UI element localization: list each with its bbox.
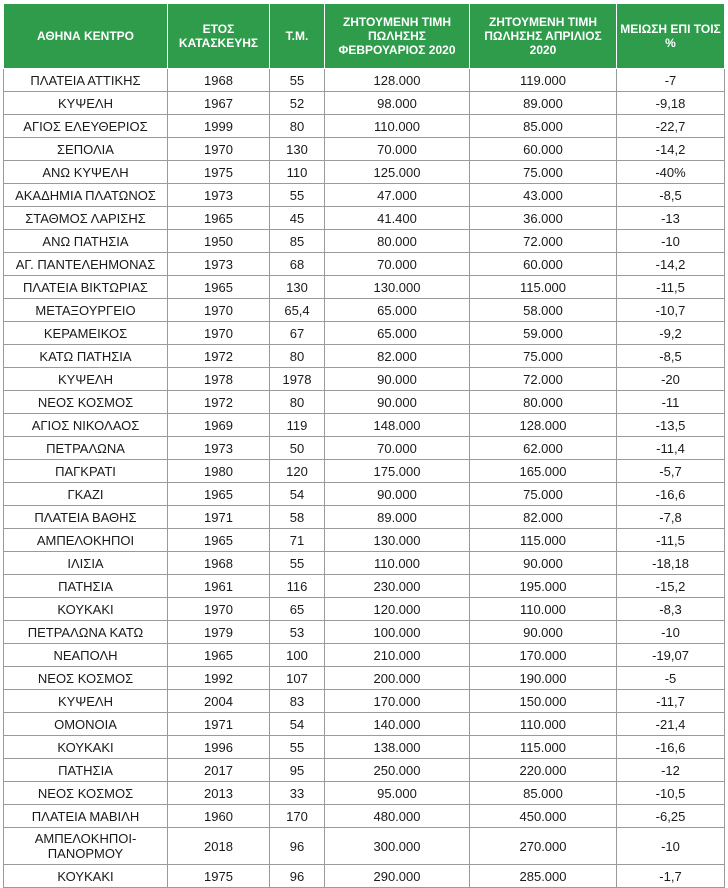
price-april-cell: 220.000 bbox=[470, 759, 617, 782]
area-cell: ΚΥΨΕΛΗ bbox=[4, 368, 168, 391]
decrease-cell: -13,5 bbox=[617, 414, 725, 437]
price-april-cell: 90.000 bbox=[470, 552, 617, 575]
price-february-cell: 125.000 bbox=[325, 161, 470, 184]
sqm-cell: 80 bbox=[270, 345, 325, 368]
price-april-cell: 115.000 bbox=[470, 529, 617, 552]
area-cell: ΑΜΠΕΛΟΚΗΠΟΙ bbox=[4, 529, 168, 552]
year-cell: 1975 bbox=[168, 161, 270, 184]
sqm-cell: 58 bbox=[270, 506, 325, 529]
price-april-cell: 36.000 bbox=[470, 207, 617, 230]
area-cell: ΚΑΤΩ ΠΑΤΗΣΙΑ bbox=[4, 345, 168, 368]
area-cell: ΝΕΟΣ ΚΟΣΜΟΣ bbox=[4, 782, 168, 805]
price-february-cell: 47.000 bbox=[325, 184, 470, 207]
year-cell: 1968 bbox=[168, 69, 270, 92]
decrease-cell: -18,18 bbox=[617, 552, 725, 575]
sqm-cell: 65,4 bbox=[270, 299, 325, 322]
sqm-cell: 83 bbox=[270, 690, 325, 713]
decrease-cell: -11 bbox=[617, 391, 725, 414]
area-cell: ΣΤΑΘΜΟΣ ΛΑΡΙΣΗΣ bbox=[4, 207, 168, 230]
price-february-cell: 300.000 bbox=[325, 828, 470, 865]
header-price-february: ΖΗΤΟΥΜΕΝΗ ΤΙΜΗ ΠΩΛΗΣΗΣ ΦΕΒΡΟΥΑΡΙΟΣ 2020 bbox=[325, 4, 470, 69]
decrease-cell: -10 bbox=[617, 230, 725, 253]
table-row bbox=[4, 437, 725, 460]
table-row bbox=[4, 483, 725, 506]
area-cell: ΙΛΙΣΙΑ bbox=[4, 552, 168, 575]
price-april-cell: 450.000 bbox=[470, 805, 617, 828]
area-cell: ΓΚΑΖΙ bbox=[4, 483, 168, 506]
decrease-cell: -12 bbox=[617, 759, 725, 782]
price-table bbox=[3, 3, 725, 888]
table-row bbox=[4, 391, 725, 414]
header-price-april: ΖΗΤΟΥΜΕΝΗ ΤΙΜΗ ΠΩΛΗΣΗΣ ΑΠΡΙΛΙΟΣ 2020 bbox=[470, 4, 617, 69]
price-april-cell: 60.000 bbox=[470, 138, 617, 161]
area-cell: ΜΕΤΑΞΟΥΡΓΕΙΟ bbox=[4, 299, 168, 322]
price-february-cell: 80.000 bbox=[325, 230, 470, 253]
table-header bbox=[4, 4, 725, 69]
price-april-cell: 85.000 bbox=[470, 115, 617, 138]
price-april-cell: 75.000 bbox=[470, 483, 617, 506]
price-april-cell: 165.000 bbox=[470, 460, 617, 483]
price-february-cell: 120.000 bbox=[325, 598, 470, 621]
area-cell: ΠΕΤΡΑΛΩΝΑ bbox=[4, 437, 168, 460]
area-cell: ΑΝΩ ΚΥΨΕΛΗ bbox=[4, 161, 168, 184]
area-cell: ΑΓ. ΠΑΝΤΕΛΕΗΜΟΝΑΣ bbox=[4, 253, 168, 276]
table-row bbox=[4, 713, 725, 736]
decrease-cell: -13 bbox=[617, 207, 725, 230]
price-april-cell: 58.000 bbox=[470, 299, 617, 322]
price-february-cell: 70.000 bbox=[325, 138, 470, 161]
table-row bbox=[4, 230, 725, 253]
year-cell: 1968 bbox=[168, 552, 270, 575]
price-april-cell: 150.000 bbox=[470, 690, 617, 713]
price-april-cell: 195.000 bbox=[470, 575, 617, 598]
year-cell: 2018 bbox=[168, 828, 270, 865]
table-body bbox=[4, 69, 725, 888]
price-february-cell: 200.000 bbox=[325, 667, 470, 690]
price-february-cell: 140.000 bbox=[325, 713, 470, 736]
price-february-cell: 250.000 bbox=[325, 759, 470, 782]
area-cell: ΚΟΥΚΑΚΙ bbox=[4, 598, 168, 621]
price-february-cell: 65.000 bbox=[325, 299, 470, 322]
price-april-cell: 90.000 bbox=[470, 621, 617, 644]
year-cell: 1965 bbox=[168, 276, 270, 299]
decrease-cell: -1,7 bbox=[617, 865, 725, 888]
decrease-cell: -14,2 bbox=[617, 138, 725, 161]
price-february-cell: 90.000 bbox=[325, 391, 470, 414]
decrease-cell: -7 bbox=[617, 69, 725, 92]
price-february-cell: 290.000 bbox=[325, 865, 470, 888]
sqm-cell: 119 bbox=[270, 414, 325, 437]
price-february-cell: 210.000 bbox=[325, 644, 470, 667]
price-april-cell: 115.000 bbox=[470, 736, 617, 759]
area-cell: ΝΕΑΠΟΛΗ bbox=[4, 644, 168, 667]
area-cell: ΣΕΠΟΛΙΑ bbox=[4, 138, 168, 161]
sqm-cell: 170 bbox=[270, 805, 325, 828]
sqm-cell: 52 bbox=[270, 92, 325, 115]
year-cell: 1970 bbox=[168, 299, 270, 322]
sqm-cell: 80 bbox=[270, 115, 325, 138]
price-february-cell: 82.000 bbox=[325, 345, 470, 368]
area-cell: ΠΛΑΤΕΙΑ ΒΙΚΤΩΡΙΑΣ bbox=[4, 276, 168, 299]
table-row bbox=[4, 759, 725, 782]
decrease-cell: -10,5 bbox=[617, 782, 725, 805]
year-cell: 1992 bbox=[168, 667, 270, 690]
decrease-cell: -8,3 bbox=[617, 598, 725, 621]
header-area: ΑΘΗΝΑ ΚΕΝΤΡΟ bbox=[4, 4, 168, 69]
price-april-cell: 115.000 bbox=[470, 276, 617, 299]
year-cell: 1999 bbox=[168, 115, 270, 138]
price-february-cell: 90.000 bbox=[325, 368, 470, 391]
sqm-cell: 50 bbox=[270, 437, 325, 460]
sqm-cell: 80 bbox=[270, 391, 325, 414]
year-cell: 1960 bbox=[168, 805, 270, 828]
price-february-cell: 110.000 bbox=[325, 552, 470, 575]
price-april-cell: 89.000 bbox=[470, 92, 617, 115]
decrease-cell: -6,25 bbox=[617, 805, 725, 828]
decrease-cell: -20 bbox=[617, 368, 725, 391]
decrease-cell: -10 bbox=[617, 828, 725, 865]
table-row bbox=[4, 506, 725, 529]
table-row bbox=[4, 865, 725, 888]
area-cell: ΑΓΙΟΣ ΝΙΚΟΛΑΟΣ bbox=[4, 414, 168, 437]
sqm-cell: 33 bbox=[270, 782, 325, 805]
area-cell: ΠΛΑΤΕΙΑ ΜΑΒΙΛΗ bbox=[4, 805, 168, 828]
area-cell: ΠΑΤΗΣΙΑ bbox=[4, 759, 168, 782]
sqm-cell: 96 bbox=[270, 828, 325, 865]
price-april-cell: 59.000 bbox=[470, 322, 617, 345]
sqm-cell: 85 bbox=[270, 230, 325, 253]
area-cell: ΚΕΡΑΜΕΙΚΟΣ bbox=[4, 322, 168, 345]
table-row bbox=[4, 161, 725, 184]
price-february-cell: 70.000 bbox=[325, 253, 470, 276]
table-row bbox=[4, 207, 725, 230]
sqm-cell: 68 bbox=[270, 253, 325, 276]
decrease-cell: -19,07 bbox=[617, 644, 725, 667]
decrease-cell: -15,2 bbox=[617, 575, 725, 598]
decrease-cell: -21,4 bbox=[617, 713, 725, 736]
sqm-cell: 67 bbox=[270, 322, 325, 345]
sqm-cell: 71 bbox=[270, 529, 325, 552]
price-april-cell: 190.000 bbox=[470, 667, 617, 690]
decrease-cell: -7,8 bbox=[617, 506, 725, 529]
decrease-cell: -40% bbox=[617, 161, 725, 184]
decrease-cell: -22,7 bbox=[617, 115, 725, 138]
area-cell: ΝΕΟΣ ΚΟΣΜΟΣ bbox=[4, 391, 168, 414]
table-row bbox=[4, 736, 725, 759]
decrease-cell: -9,2 bbox=[617, 322, 725, 345]
price-february-cell: 95.000 bbox=[325, 782, 470, 805]
price-february-cell: 110.000 bbox=[325, 115, 470, 138]
table-row bbox=[4, 138, 725, 161]
area-cell: ΝΕΟΣ ΚΟΣΜΟΣ bbox=[4, 667, 168, 690]
year-cell: 1969 bbox=[168, 414, 270, 437]
table-row bbox=[4, 529, 725, 552]
decrease-cell: -8,5 bbox=[617, 345, 725, 368]
decrease-cell: -11,4 bbox=[617, 437, 725, 460]
table-row bbox=[4, 414, 725, 437]
table-row bbox=[4, 575, 725, 598]
price-april-cell: 43.000 bbox=[470, 184, 617, 207]
table-row bbox=[4, 184, 725, 207]
price-february-cell: 128.000 bbox=[325, 69, 470, 92]
price-february-cell: 148.000 bbox=[325, 414, 470, 437]
table-row bbox=[4, 667, 725, 690]
decrease-cell: -11,5 bbox=[617, 529, 725, 552]
year-cell: 2004 bbox=[168, 690, 270, 713]
decrease-cell: -5,7 bbox=[617, 460, 725, 483]
decrease-cell: -8,5 bbox=[617, 184, 725, 207]
decrease-cell: -16,6 bbox=[617, 736, 725, 759]
year-cell: 2013 bbox=[168, 782, 270, 805]
year-cell: 1950 bbox=[168, 230, 270, 253]
price-february-cell: 70.000 bbox=[325, 437, 470, 460]
area-cell: ΠΑΓΚΡΑΤΙ bbox=[4, 460, 168, 483]
table-row bbox=[4, 368, 725, 391]
decrease-cell: -16,6 bbox=[617, 483, 725, 506]
price-february-cell: 130.000 bbox=[325, 529, 470, 552]
header-square-meters: Τ.Μ. bbox=[270, 4, 325, 69]
sqm-cell: 100 bbox=[270, 644, 325, 667]
sqm-cell: 54 bbox=[270, 483, 325, 506]
year-cell: 1996 bbox=[168, 736, 270, 759]
area-cell: ΚΥΨΕΛΗ bbox=[4, 690, 168, 713]
sqm-cell: 55 bbox=[270, 552, 325, 575]
year-cell: 1965 bbox=[168, 483, 270, 506]
sqm-cell: 130 bbox=[270, 276, 325, 299]
year-cell: 1980 bbox=[168, 460, 270, 483]
year-cell: 1971 bbox=[168, 506, 270, 529]
decrease-cell: -14,2 bbox=[617, 253, 725, 276]
table-row bbox=[4, 690, 725, 713]
price-april-cell: 62.000 bbox=[470, 437, 617, 460]
year-cell: 1971 bbox=[168, 713, 270, 736]
year-cell: 1967 bbox=[168, 92, 270, 115]
price-february-cell: 175.000 bbox=[325, 460, 470, 483]
year-cell: 1978 bbox=[168, 368, 270, 391]
sqm-cell: 54 bbox=[270, 713, 325, 736]
table-row bbox=[4, 322, 725, 345]
table-row bbox=[4, 782, 725, 805]
sqm-cell: 107 bbox=[270, 667, 325, 690]
year-cell: 1972 bbox=[168, 345, 270, 368]
area-cell: ΚΟΥΚΑΚΙ bbox=[4, 736, 168, 759]
price-february-cell: 230.000 bbox=[325, 575, 470, 598]
price-february-cell: 65.000 bbox=[325, 322, 470, 345]
year-cell: 1973 bbox=[168, 437, 270, 460]
decrease-cell: -11,7 bbox=[617, 690, 725, 713]
year-cell: 1961 bbox=[168, 575, 270, 598]
price-april-cell: 270.000 bbox=[470, 828, 617, 865]
header-decrease-percent: ΜΕΙΩΣΗ ΕΠΙ ΤΟΙΣ % bbox=[617, 4, 725, 69]
sqm-cell: 55 bbox=[270, 184, 325, 207]
table-row bbox=[4, 92, 725, 115]
year-cell: 1965 bbox=[168, 529, 270, 552]
area-cell: ΑΚΑΔΗΜΙΑ ΠΛΑΤΩΝΟΣ bbox=[4, 184, 168, 207]
decrease-cell: -9,18 bbox=[617, 92, 725, 115]
table-row bbox=[4, 345, 725, 368]
sqm-cell: 1978 bbox=[270, 368, 325, 391]
price-february-cell: 480.000 bbox=[325, 805, 470, 828]
header-row bbox=[4, 4, 725, 69]
table-row bbox=[4, 644, 725, 667]
price-april-cell: 170.000 bbox=[470, 644, 617, 667]
table-row bbox=[4, 598, 725, 621]
area-cell: ΚΥΨΕΛΗ bbox=[4, 92, 168, 115]
table-row bbox=[4, 552, 725, 575]
price-february-cell: 90.000 bbox=[325, 483, 470, 506]
decrease-cell: -10,7 bbox=[617, 299, 725, 322]
year-cell: 1975 bbox=[168, 865, 270, 888]
price-april-cell: 80.000 bbox=[470, 391, 617, 414]
area-cell: ΠΛΑΤΕΙΑ ΒΑΘΗΣ bbox=[4, 506, 168, 529]
table-row bbox=[4, 828, 725, 865]
price-april-cell: 72.000 bbox=[470, 368, 617, 391]
area-cell: ΑΜΠΕΛΟΚΗΠΟΙ-ΠΑΝΟΡΜΟΥ bbox=[4, 828, 168, 865]
table-row bbox=[4, 621, 725, 644]
year-cell: 1970 bbox=[168, 598, 270, 621]
price-april-cell: 60.000 bbox=[470, 253, 617, 276]
table-row bbox=[4, 460, 725, 483]
year-cell: 2017 bbox=[168, 759, 270, 782]
table-row bbox=[4, 69, 725, 92]
sqm-cell: 96 bbox=[270, 865, 325, 888]
table-row bbox=[4, 805, 725, 828]
sqm-cell: 110 bbox=[270, 161, 325, 184]
price-april-cell: 110.000 bbox=[470, 598, 617, 621]
area-cell: ΠΛΑΤΕΙΑ ΑΤΤΙΚΗΣ bbox=[4, 69, 168, 92]
area-cell: ΠΑΤΗΣΙΑ bbox=[4, 575, 168, 598]
price-april-cell: 75.000 bbox=[470, 161, 617, 184]
table-row bbox=[4, 253, 725, 276]
sqm-cell: 116 bbox=[270, 575, 325, 598]
price-april-cell: 119.000 bbox=[470, 69, 617, 92]
price-april-cell: 85.000 bbox=[470, 782, 617, 805]
table-row bbox=[4, 276, 725, 299]
sqm-cell: 45 bbox=[270, 207, 325, 230]
price-february-cell: 130.000 bbox=[325, 276, 470, 299]
sqm-cell: 130 bbox=[270, 138, 325, 161]
sqm-cell: 95 bbox=[270, 759, 325, 782]
area-cell: ΟΜΟΝΟΙΑ bbox=[4, 713, 168, 736]
year-cell: 1965 bbox=[168, 644, 270, 667]
decrease-cell: -11,5 bbox=[617, 276, 725, 299]
price-february-cell: 100.000 bbox=[325, 621, 470, 644]
sqm-cell: 53 bbox=[270, 621, 325, 644]
area-cell: ΠΕΤΡΑΛΩΝΑ ΚΑΤΩ bbox=[4, 621, 168, 644]
sqm-cell: 120 bbox=[270, 460, 325, 483]
price-april-cell: 128.000 bbox=[470, 414, 617, 437]
area-cell: ΑΓΙΟΣ ΕΛΕΥΘΕΡΙΟΣ bbox=[4, 115, 168, 138]
year-cell: 1979 bbox=[168, 621, 270, 644]
area-cell: ΚΟΥΚΑΚΙ bbox=[4, 865, 168, 888]
price-april-cell: 110.000 bbox=[470, 713, 617, 736]
price-february-cell: 138.000 bbox=[325, 736, 470, 759]
year-cell: 1972 bbox=[168, 391, 270, 414]
price-april-cell: 285.000 bbox=[470, 865, 617, 888]
price-february-cell: 170.000 bbox=[325, 690, 470, 713]
price-april-cell: 72.000 bbox=[470, 230, 617, 253]
header-year-built: ΕΤΟΣ ΚΑΤΑΣΚΕΥΗΣ bbox=[168, 4, 270, 69]
sqm-cell: 55 bbox=[270, 736, 325, 759]
sqm-cell: 55 bbox=[270, 69, 325, 92]
year-cell: 1973 bbox=[168, 253, 270, 276]
year-cell: 1970 bbox=[168, 138, 270, 161]
price-february-cell: 89.000 bbox=[325, 506, 470, 529]
sqm-cell: 65 bbox=[270, 598, 325, 621]
table-row bbox=[4, 115, 725, 138]
price-february-cell: 98.000 bbox=[325, 92, 470, 115]
price-april-cell: 82.000 bbox=[470, 506, 617, 529]
year-cell: 1965 bbox=[168, 207, 270, 230]
year-cell: 1973 bbox=[168, 184, 270, 207]
price-april-cell: 75.000 bbox=[470, 345, 617, 368]
price-february-cell: 41.400 bbox=[325, 207, 470, 230]
year-cell: 1970 bbox=[168, 322, 270, 345]
area-cell: ΑΝΩ ΠΑΤΗΣΙΑ bbox=[4, 230, 168, 253]
table-row bbox=[4, 299, 725, 322]
decrease-cell: -5 bbox=[617, 667, 725, 690]
decrease-cell: -10 bbox=[617, 621, 725, 644]
